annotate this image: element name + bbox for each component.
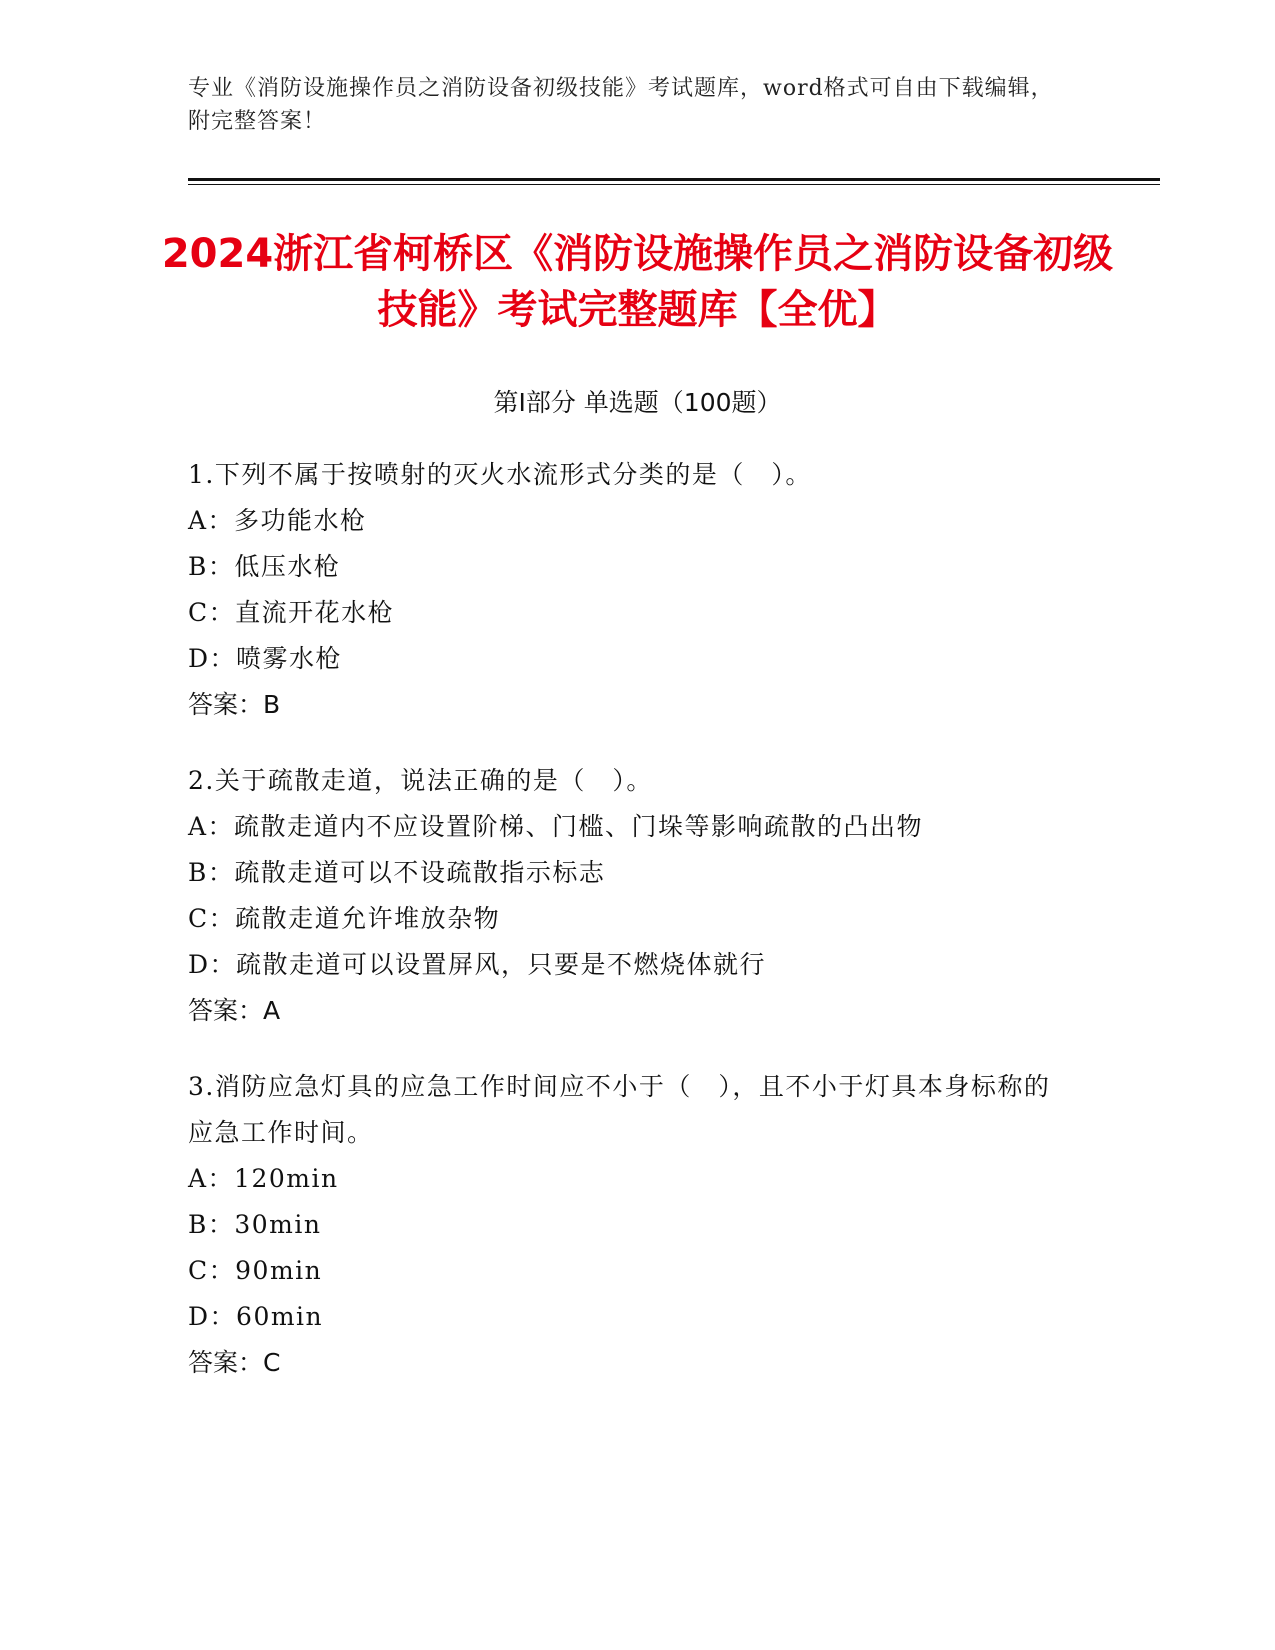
option-b: B：30min — [188, 1210, 322, 1239]
question-stem: 1.下列不属于按喷射的灭火水流形式分类的是（ ）。 — [188, 460, 812, 489]
option-d: D：60min — [188, 1302, 324, 1331]
document-title: 2024浙江省柯桥区《消防设施操作员之消防设备初级技能》考试完整题库【全优】 — [161, 231, 1114, 333]
option-a: A：多功能水枪 — [188, 506, 367, 535]
option-c: C：疏散走道允许堆放杂物 — [188, 904, 501, 933]
header-rule-thin — [188, 184, 1160, 185]
option-d: D：疏散走道可以设置屏风，只要是不燃烧体就行 — [188, 950, 767, 979]
option-c: C：90min — [188, 1256, 323, 1285]
option-d: D：喷雾水枪 — [188, 644, 343, 673]
option-b: B：低压水枪 — [188, 552, 341, 581]
header-note: 专业《消防设施操作员之消防设备初级技能》考试题库，word格式可自由下载编辑，附完整答案！ — [188, 76, 1054, 134]
question-stem: 2.关于疏散走道，说法正确的是（ ）。 — [188, 766, 653, 795]
section-title: 第Ⅰ部分 单选题（100题） — [493, 388, 782, 417]
answer: 答案：B — [188, 690, 281, 719]
option-c: C：直流开花水枪 — [188, 598, 395, 627]
option-a: A：120min — [188, 1164, 339, 1193]
question-2 — [188, 758, 1068, 1034]
question-1 — [188, 452, 1068, 728]
question-3 — [188, 1064, 1068, 1386]
answer: 答案：C — [188, 1348, 281, 1377]
option-b: B：疏散走道可以不设疏散指示标志 — [188, 858, 606, 887]
option-a: A：疏散走道内不应设置阶梯、门槛、门垛等影响疏散的凸出物 — [188, 812, 924, 841]
question-stem: 3.消防应急灯具的应急工作时间应不小于（ ），且不小于灯具本身标称的应急工作时间。 — [188, 1072, 1051, 1147]
header-rule-thick — [188, 178, 1160, 181]
answer: 答案：A — [188, 996, 281, 1025]
